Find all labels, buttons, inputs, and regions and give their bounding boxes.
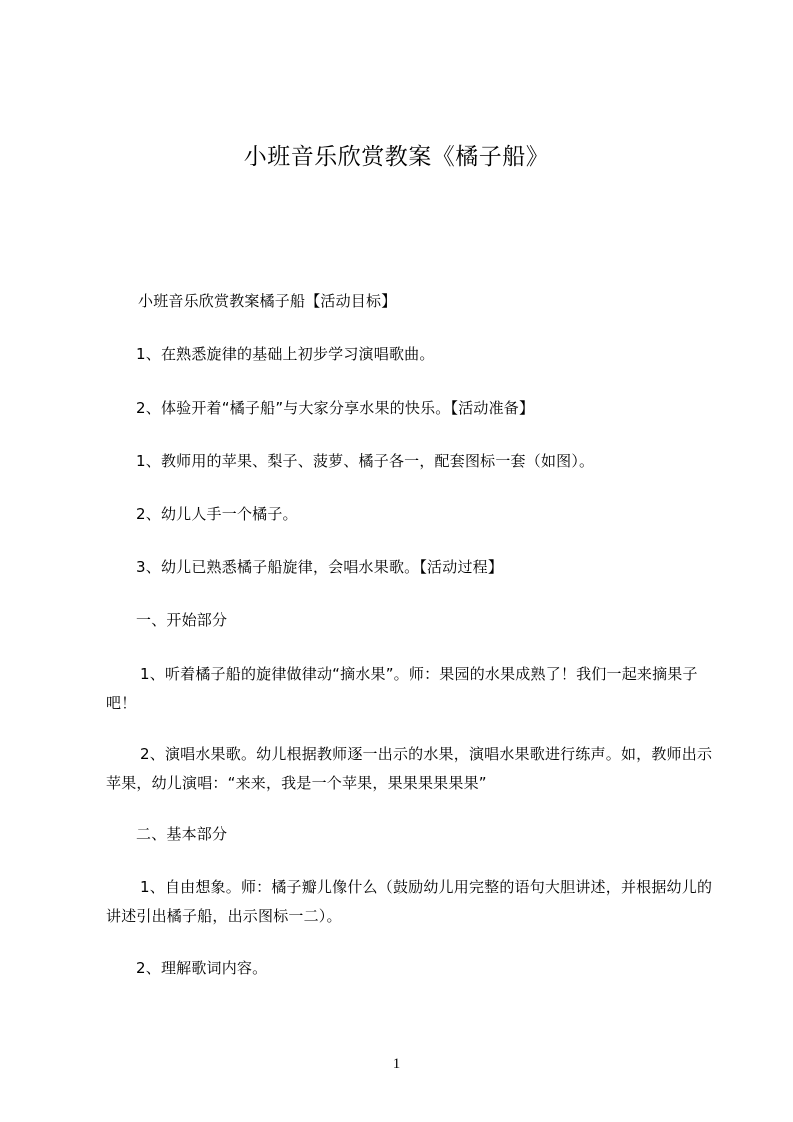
paragraph-objective-1: 1、在熟悉旋律的基础上初步学习演唱歌曲。 <box>136 345 435 363</box>
paragraph-main-1: 1、自由想象。师：橘子瓣儿像什么（鼓励幼儿用完整的语句大胆讲述，并根据幼儿的讲述引出橘子船，出示图标一二）。 <box>106 878 713 925</box>
paragraph-objective-2: 2、体验开着“橘子船”与大家分享水果的快乐。【活动准备】 <box>136 399 535 417</box>
section-heading-opening: 一、开始部分 <box>136 611 228 629</box>
paragraph-objectives-heading: 小班音乐欣赏教案橘子船【活动目标】 <box>138 292 397 310</box>
paragraph-preparation-1: 1、教师用的苹果、梨子、菠萝、橘子各一，配套图标一套（如图）。 <box>136 452 595 470</box>
document-title: 小班音乐欣赏教案《橘子船》 <box>243 144 550 170</box>
paragraph-opening-2: 2、演唱水果歌。幼儿根据教师逐一出示的水果，演唱水果歌进行练声。如，教师出示苹果，幼儿演唱：“来来，我是一个苹果，果果果果果果” <box>106 745 713 792</box>
paragraph-preparation-2: 2、幼儿人手一个橘子。 <box>136 505 298 523</box>
paragraph-opening-1: 1、听着橘子船的旋律做律动“摘水果”。师：果园的水果成熟了！我们一起来摘果子吧！ <box>106 665 698 712</box>
paragraph-main-2: 2、理解歌词内容。 <box>136 959 268 977</box>
section-heading-main: 二、基本部分 <box>136 825 228 843</box>
page-number: 1 <box>392 1056 401 1072</box>
paragraph-preparation-3: 3、幼儿已熟悉橘子船旋律，会唱水果歌。【活动过程】 <box>136 558 504 576</box>
